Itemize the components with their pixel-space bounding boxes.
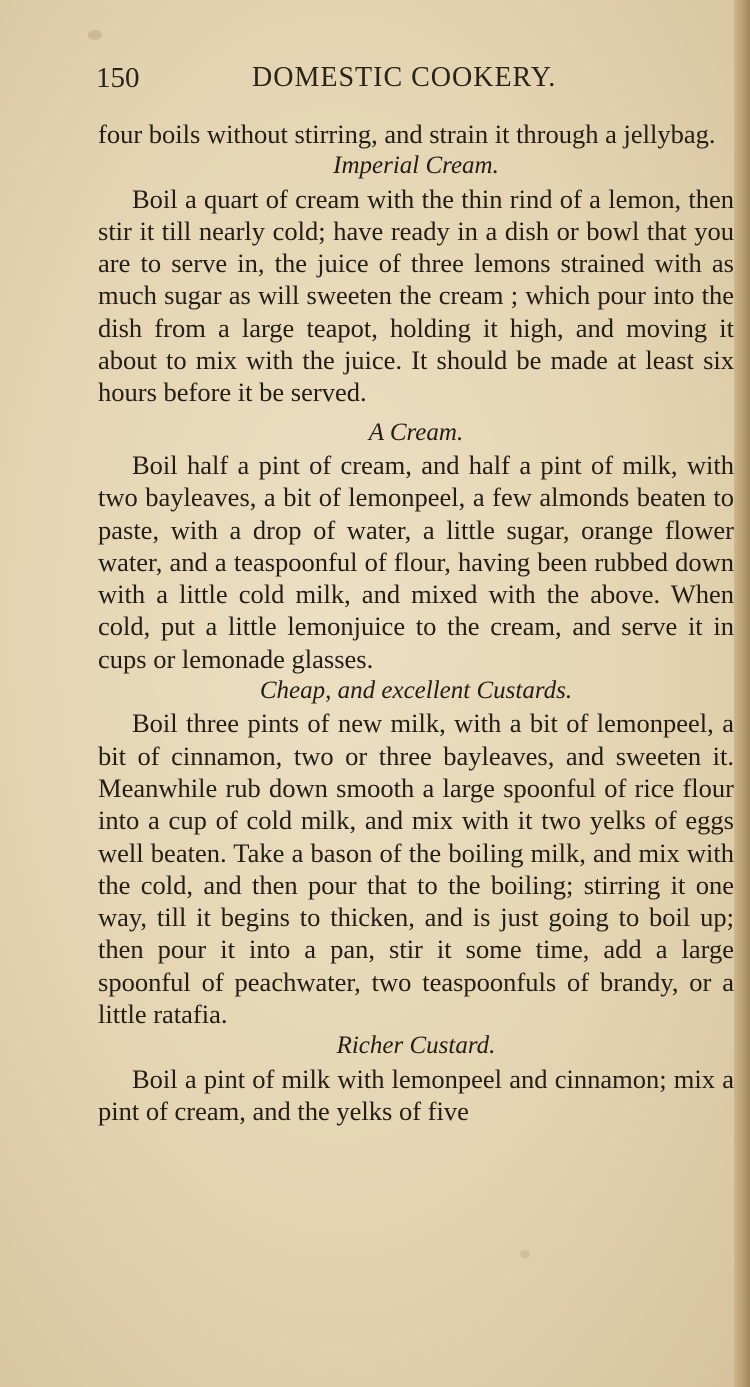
recipe-paragraph: Boil half a pint of cream, and half a pint of milk, with two bayleaves, a bit of lemonpeel, a few almonds beaten to paste, with a drop of water, a little sugar, orange flower water, and a teaspoonful of flour, having been rubbed down with a little cold milk, and mixed with the above. When cold, put a little lemonjuice to the cream, and serve it in cups or lemonade glasses. [98, 449, 734, 674]
recipe-paragraph: Boil three pints of new milk, with a bit of lemonpeel, a bit of cinnamon, two or three bayleaves, and sweeten it. Meanwhile rub down smooth a large spoonful of rice flour into a cup of cold milk, and mix with it two yelks of eggs well beaten. Take a bason of the boiling milk, and mix with the cold, and then pour that to the boiling; stirring it one way, till it begins to thicken, and is just going to boil up; then pour it into a pan, stir it some time, add a large spoonful of peachwater, two teaspoonfuls of brandy, or a little ratafia. [98, 708, 734, 1030]
recipe-title: Imperial Cream. [333, 152, 499, 180]
body-text [98, 118, 734, 1127]
paper-stain [520, 1250, 530, 1258]
recipe-title: A Cream. [368, 418, 464, 446]
recipe-title: Cheap, and excellent Custards. [259, 677, 573, 705]
recipe-paragraph: Boil a pint of milk with lemonpeel and cinnamon; mix a pint of cream, and the yelks of five [98, 1063, 734, 1126]
continuation-paragraph: four boils without stirring, and strain it through a jellybag. [98, 119, 716, 149]
paper-stain [88, 30, 102, 40]
recipe-paragraph: Boil a quart of cream with the thin rind of a lemon, then stir it till nearly cold; have ready in a dish or bowl that you are to serve in, the juice of three lemons strained with as much sugar as will sweeten the cream ; which pour into the dish from a large teapot, holding it high, and moving it about to mix with the juice. It should be made at least six hours before it be served. [98, 183, 734, 408]
page-edge [734, 0, 750, 1387]
recipe-title: Richer Custard. [336, 1032, 496, 1060]
running-head [96, 60, 636, 100]
page-number: 150 [96, 62, 140, 94]
page-title: DOMESTIC COOKERY. [252, 62, 557, 93]
